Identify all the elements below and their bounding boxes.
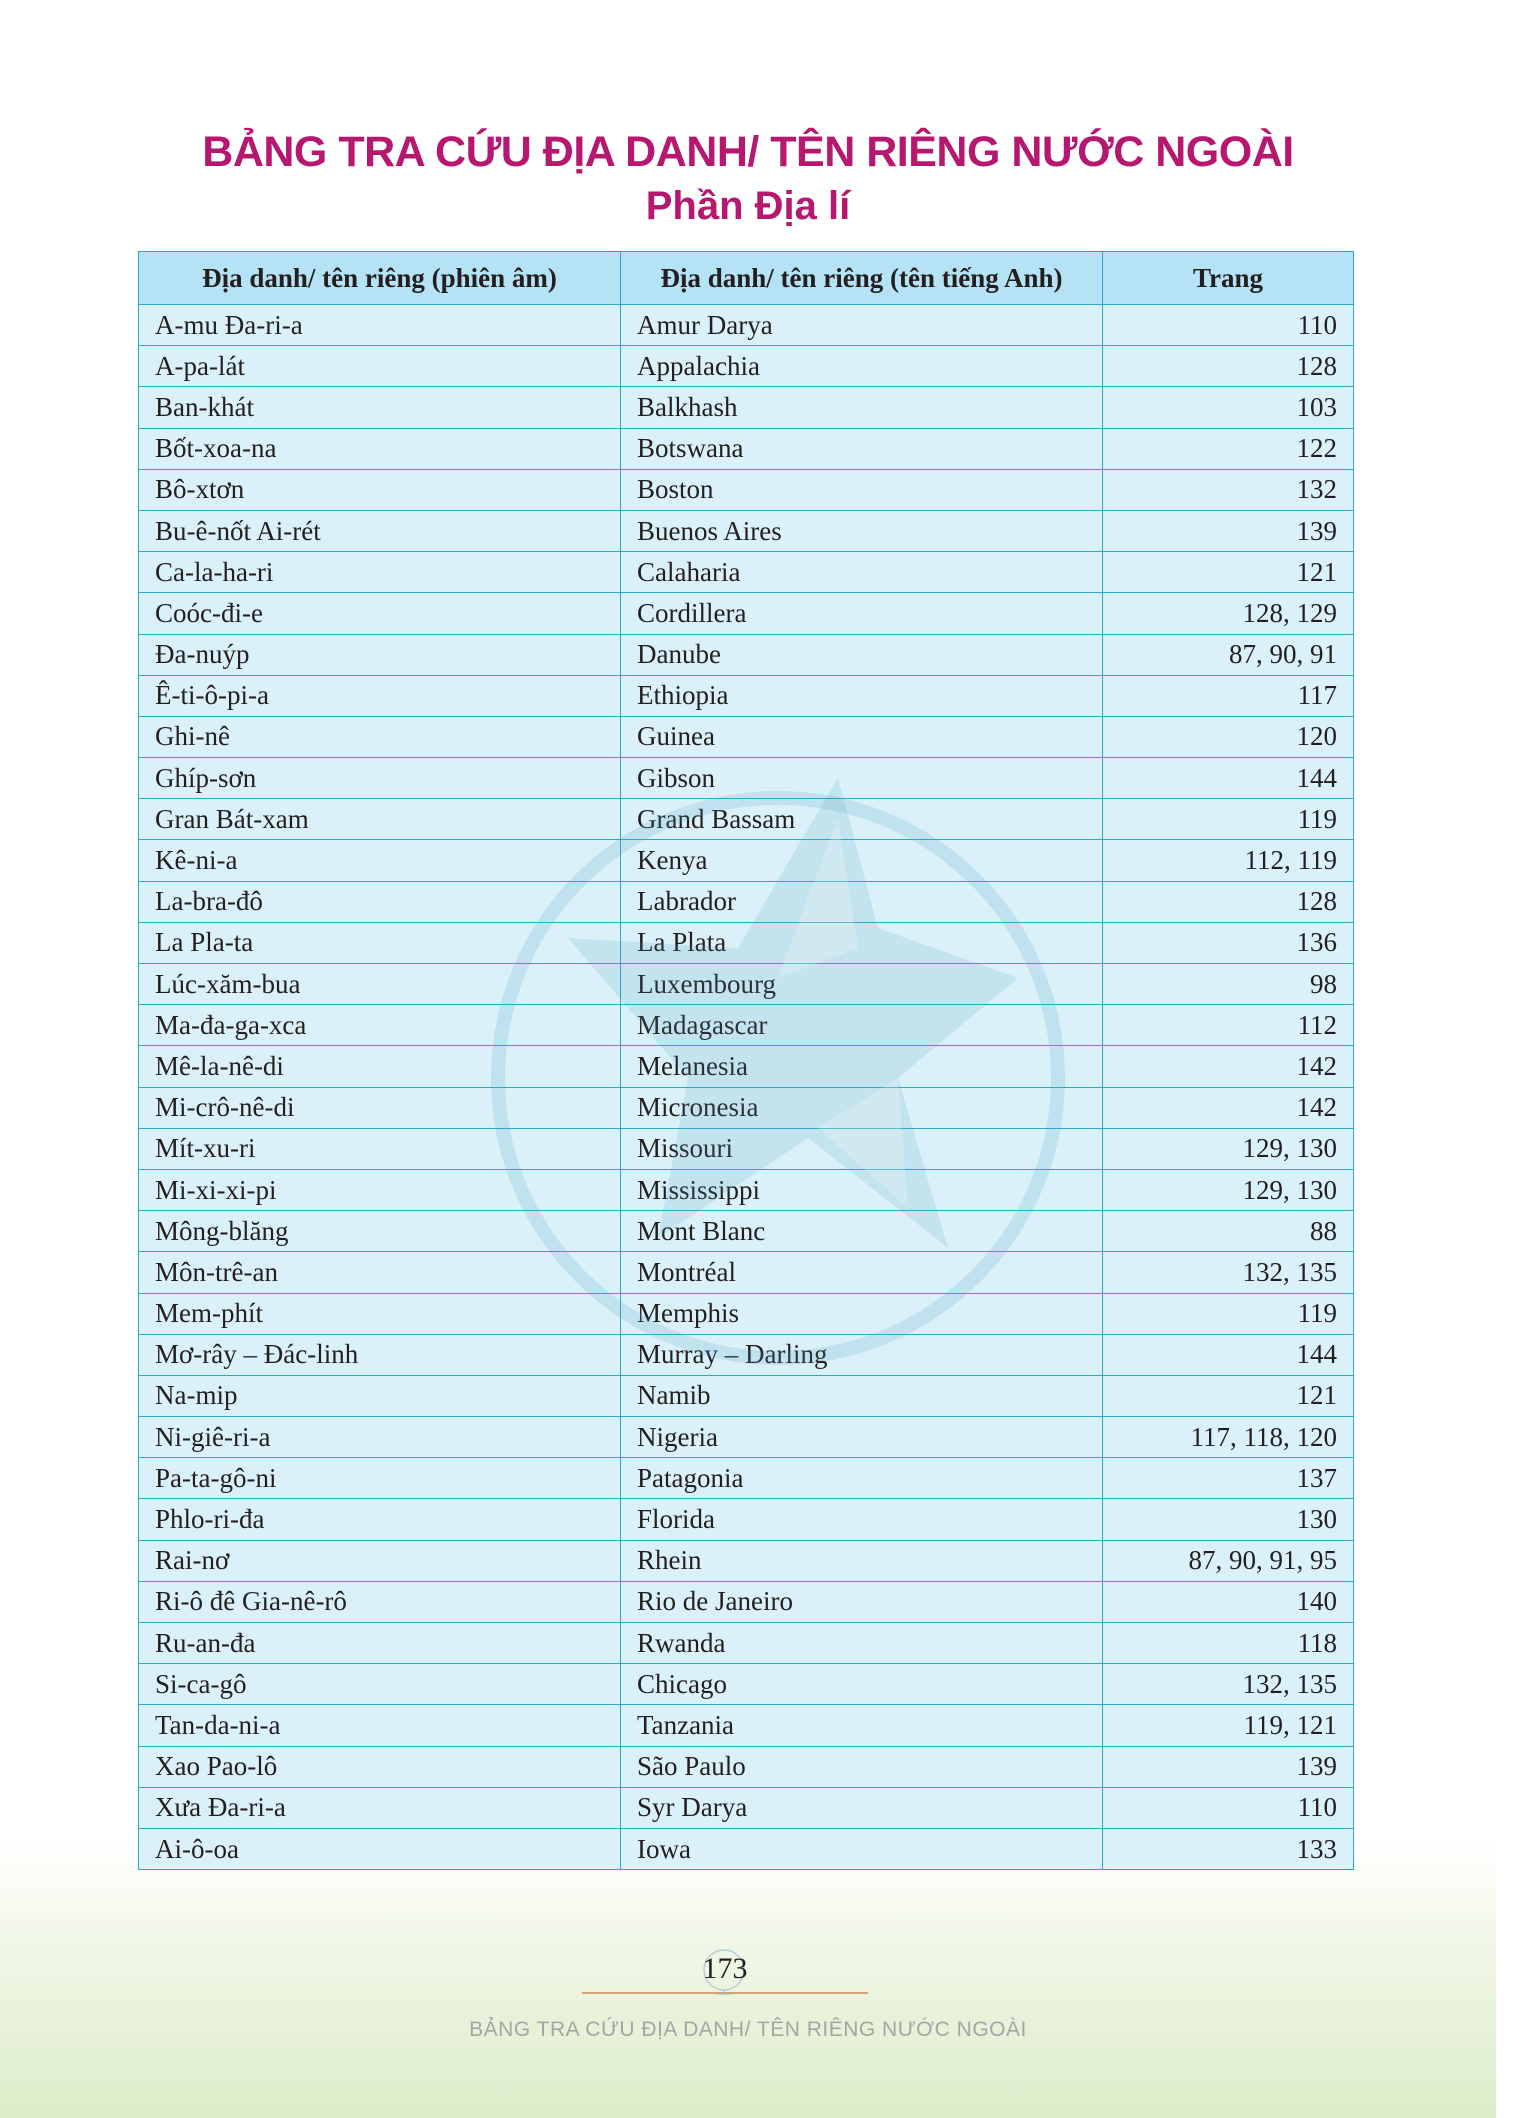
cell-transcription: Ghi-nê (139, 716, 621, 757)
table-row (139, 1705, 1354, 1746)
cell-english-name: Ethiopia (621, 675, 1103, 716)
cell-english-name: Florida (621, 1499, 1103, 1540)
cell-transcription: Đa-nuýp (139, 634, 621, 675)
cell-transcription: Si-ca-gô (139, 1664, 621, 1705)
column-header-english-name: Địa danh/ tên riêng (tên tiếng Anh) (621, 252, 1103, 305)
cell-transcription: A-mu Đa-ri-a (139, 305, 621, 346)
table-body (139, 305, 1354, 1870)
cell-english-name: Memphis (621, 1293, 1103, 1334)
table-row (139, 510, 1354, 551)
table-row (139, 1293, 1354, 1334)
cell-english-name: Guinea (621, 716, 1103, 757)
table-row (139, 305, 1354, 346)
cell-english-name: Namib (621, 1375, 1103, 1416)
cell-page: 128 (1103, 346, 1354, 387)
table-row (139, 1458, 1354, 1499)
table-row (139, 1499, 1354, 1540)
table-row (139, 1169, 1354, 1210)
cell-transcription: A-pa-lát (139, 346, 621, 387)
cell-english-name: Nigeria (621, 1417, 1103, 1458)
cell-transcription: Mê-la-nê-di (139, 1046, 621, 1087)
cell-transcription: Môn-trê-an (139, 1252, 621, 1293)
table-row (139, 1746, 1354, 1787)
page-title: BẢNG TRA CỨU ĐỊA DANH/ TÊN RIÊNG NƯỚC NGOÀI (202, 128, 1294, 176)
cell-transcription: Mi-crô-nê-di (139, 1087, 621, 1128)
cell-transcription: Mem-phít (139, 1293, 621, 1334)
table-row (139, 1005, 1354, 1046)
table-row (139, 1664, 1354, 1705)
cell-page: 87, 90, 91, 95 (1103, 1540, 1354, 1581)
table-row (139, 634, 1354, 675)
cell-transcription: Mông-blăng (139, 1211, 621, 1252)
cell-page: 128, 129 (1103, 593, 1354, 634)
cell-transcription: Lúc-xăm-bua (139, 964, 621, 1005)
cell-page: 117 (1103, 675, 1354, 716)
cell-page: 142 (1103, 1087, 1354, 1128)
cell-page: 140 (1103, 1581, 1354, 1622)
cell-transcription: La Pla-ta (139, 922, 621, 963)
table-row (139, 716, 1354, 757)
cell-transcription: Bốt-xoa-na (139, 428, 621, 469)
cell-transcription: Ri-ô đê Gia-nê-rô (139, 1581, 621, 1622)
table-row (139, 1087, 1354, 1128)
cell-english-name: Kenya (621, 840, 1103, 881)
table-row (139, 1828, 1354, 1869)
table-row (139, 1211, 1354, 1252)
table-row (139, 387, 1354, 428)
table-row (139, 1046, 1354, 1087)
table-row (139, 799, 1354, 840)
table-row (139, 1787, 1354, 1828)
cell-english-name: Amur Darya (621, 305, 1103, 346)
cell-english-name: Mont Blanc (621, 1211, 1103, 1252)
cell-english-name: Grand Bassam (621, 799, 1103, 840)
cell-english-name: Micronesia (621, 1087, 1103, 1128)
cell-transcription: Coóc-đi-e (139, 593, 621, 634)
cell-page: 122 (1103, 428, 1354, 469)
cell-transcription: Mơ-rây – Đác-linh (139, 1334, 621, 1375)
cell-page: 112 (1103, 1005, 1354, 1046)
table-header-row (139, 252, 1354, 305)
cell-english-name: Iowa (621, 1828, 1103, 1869)
cell-page: 119 (1103, 1293, 1354, 1334)
cell-english-name: Buenos Aires (621, 510, 1103, 551)
cell-transcription: Tan-da-ni-a (139, 1705, 621, 1746)
table-row (139, 1252, 1354, 1293)
cell-page: 119, 121 (1103, 1705, 1354, 1746)
cell-page: 142 (1103, 1046, 1354, 1087)
page-margin-strip (1496, 0, 1520, 2118)
cell-page: 136 (1103, 922, 1354, 963)
cell-transcription: Ghíp-sơn (139, 758, 621, 799)
cell-transcription: Mi-xi-xi-pi (139, 1169, 621, 1210)
table-header (139, 252, 1354, 305)
table-row (139, 1128, 1354, 1169)
table-row (139, 552, 1354, 593)
cell-transcription: Bu-ê-nốt Ai-rét (139, 510, 621, 551)
cell-page: 103 (1103, 387, 1354, 428)
cell-page: 112, 119 (1103, 840, 1354, 881)
cell-transcription: Ban-khát (139, 387, 621, 428)
table-row (139, 922, 1354, 963)
cell-transcription: Ni-giê-ri-a (139, 1417, 621, 1458)
cell-page: 118 (1103, 1623, 1354, 1664)
table-row (139, 1417, 1354, 1458)
cell-transcription: Mít-xu-ri (139, 1128, 621, 1169)
table-row (139, 469, 1354, 510)
cell-page: 121 (1103, 1375, 1354, 1416)
table-row (139, 1375, 1354, 1416)
cell-page: 128 (1103, 881, 1354, 922)
cell-page: 110 (1103, 1787, 1354, 1828)
cell-english-name: Gibson (621, 758, 1103, 799)
cell-transcription: La-bra-đô (139, 881, 621, 922)
cell-english-name: Tanzania (621, 1705, 1103, 1746)
cell-transcription: Na-mip (139, 1375, 621, 1416)
cell-transcription: Rai-nơ (139, 1540, 621, 1581)
page-number: 173 (702, 1952, 748, 1985)
cell-page: 137 (1103, 1458, 1354, 1499)
table-row (139, 964, 1354, 1005)
cell-page: 117, 118, 120 (1103, 1417, 1354, 1458)
cell-page: 132 (1103, 469, 1354, 510)
cell-page: 119 (1103, 799, 1354, 840)
cell-page: 144 (1103, 758, 1354, 799)
cell-page: 110 (1103, 305, 1354, 346)
column-header-page: Trang (1103, 252, 1354, 305)
cell-transcription: Gran Bát-xam (139, 799, 621, 840)
cell-english-name: Boston (621, 469, 1103, 510)
cell-transcription: Ai-ô-oa (139, 1828, 621, 1869)
lookup-table (138, 251, 1354, 1870)
cell-english-name: São Paulo (621, 1746, 1103, 1787)
page-subtitle: Phần Địa lí (645, 184, 851, 228)
cell-transcription: Ê-ti-ô-pi-a (139, 675, 621, 716)
table-row (139, 758, 1354, 799)
cell-english-name: Cordillera (621, 593, 1103, 634)
cell-english-name: Balkhash (621, 387, 1103, 428)
table-row (139, 840, 1354, 881)
cell-english-name: Murray – Darling (621, 1334, 1103, 1375)
cell-english-name: Rwanda (621, 1623, 1103, 1664)
cell-page: 130 (1103, 1499, 1354, 1540)
cell-transcription: Bô-xtơn (139, 469, 621, 510)
cell-transcription: Xao Pao-lô (139, 1746, 621, 1787)
cell-transcription: Pa-ta-gô-ni (139, 1458, 621, 1499)
cell-english-name: Luxembourg (621, 964, 1103, 1005)
table-row (139, 1540, 1354, 1581)
cell-english-name: Appalachia (621, 346, 1103, 387)
cell-english-name: La Plata (621, 922, 1103, 963)
table-row (139, 428, 1354, 469)
table-row (139, 881, 1354, 922)
table-row (139, 593, 1354, 634)
table-row (139, 1623, 1354, 1664)
cell-english-name: Montréal (621, 1252, 1103, 1293)
cell-english-name: Chicago (621, 1664, 1103, 1705)
cell-english-name: Botswana (621, 428, 1103, 469)
cell-transcription: Ca-la-ha-ri (139, 552, 621, 593)
cell-english-name: Danube (621, 634, 1103, 675)
cell-page: 129, 130 (1103, 1128, 1354, 1169)
cell-page: 139 (1103, 510, 1354, 551)
cell-english-name: Calaharia (621, 552, 1103, 593)
cell-page: 144 (1103, 1334, 1354, 1375)
table-row (139, 675, 1354, 716)
cell-page: 121 (1103, 552, 1354, 593)
column-header-transcription: Địa danh/ tên riêng (phiên âm) (139, 252, 621, 305)
cell-transcription: Phlo-ri-đa (139, 1499, 621, 1540)
cell-english-name: Rio de Janeiro (621, 1581, 1103, 1622)
cell-page: 133 (1103, 1828, 1354, 1869)
cell-english-name: Rhein (621, 1540, 1103, 1581)
cell-page: 139 (1103, 1746, 1354, 1787)
cell-page: 88 (1103, 1211, 1354, 1252)
table-row (139, 346, 1354, 387)
cell-transcription: Kê-ni-a (139, 840, 621, 881)
cell-transcription: Ma-đa-ga-xca (139, 1005, 621, 1046)
cell-english-name: Melanesia (621, 1046, 1103, 1087)
cell-transcription: Xưa Đa-ri-a (139, 1787, 621, 1828)
cell-english-name: Syr Darya (621, 1787, 1103, 1828)
cell-english-name: Labrador (621, 881, 1103, 922)
cell-page: 87, 90, 91 (1103, 634, 1354, 675)
running-footer-title: BẢNG TRA CỨU ĐỊA DANH/ TÊN RIÊNG NƯỚC NGOÀI (469, 2018, 1027, 2041)
cell-english-name: Mississippi (621, 1169, 1103, 1210)
cell-english-name: Madagascar (621, 1005, 1103, 1046)
cell-english-name: Missouri (621, 1128, 1103, 1169)
cell-page: 129, 130 (1103, 1169, 1354, 1210)
table-row (139, 1581, 1354, 1622)
cell-page: 132, 135 (1103, 1664, 1354, 1705)
cell-english-name: Patagonia (621, 1458, 1103, 1499)
cell-transcription: Ru-an-đa (139, 1623, 621, 1664)
cell-page: 98 (1103, 964, 1354, 1005)
cell-page: 120 (1103, 716, 1354, 757)
cell-page: 132, 135 (1103, 1252, 1354, 1293)
table-row (139, 1334, 1354, 1375)
